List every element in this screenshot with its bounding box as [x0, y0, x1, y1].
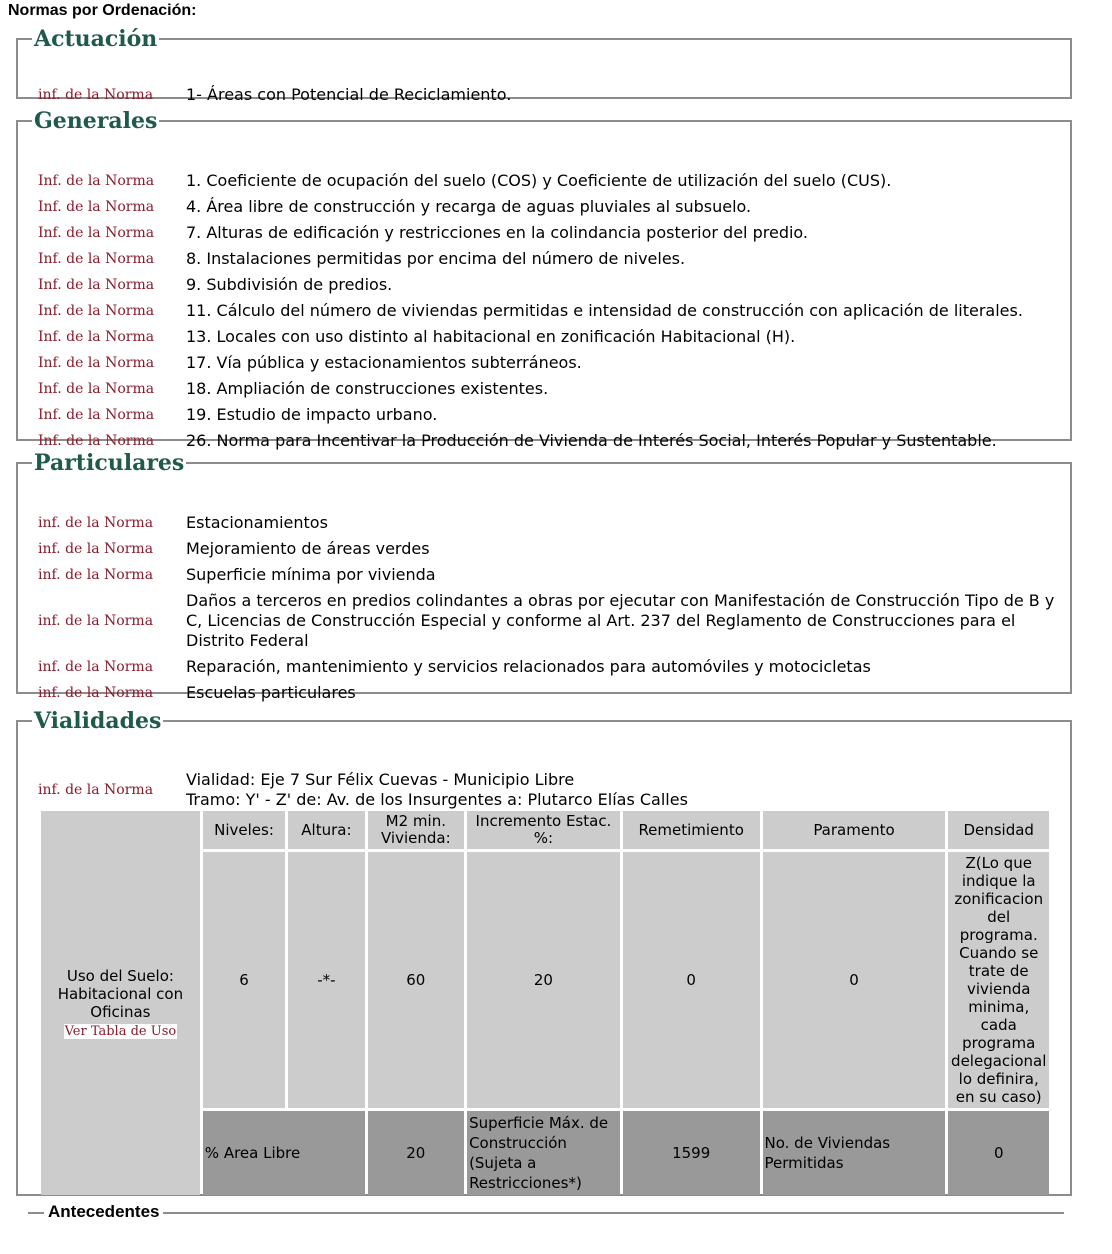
norma-row [38, 350, 1056, 376]
norma-text: Mejoramiento de áreas verdes [186, 539, 430, 558]
value-remetimiento: 0 [623, 852, 760, 1108]
norma-row [38, 220, 1056, 246]
page-heading: Normas por Ordenación: [8, 2, 197, 19]
vialidad-line: Vialidad: Eje 7 Sur Félix Cuevas - Municipio Libre [186, 770, 575, 789]
norma-text: Superficie mínima por vivienda [186, 565, 436, 584]
inf-norma-link[interactable]: Inf. de la Norma [38, 251, 155, 267]
inf-norma-link[interactable]: Inf. de la Norma [38, 433, 155, 449]
norma-text: Estacionamientos [186, 513, 328, 532]
viviendas-value: 0 [948, 1111, 1049, 1195]
inf-norma-link[interactable]: Inf. de la Norma [38, 173, 155, 189]
norma-text: 4. Área libre de construcción y recarga de aguas pluviales al subsuelo. [186, 197, 752, 216]
uso-suelo-label: Uso del Suelo: Habitacional con Oficinas [57, 967, 184, 1021]
particulares-legend: Particulares [34, 450, 185, 476]
inf-norma-link[interactable]: Inf. de la Norma [38, 381, 155, 397]
norma-text: 1. Coeficiente de ocupación del suelo (COS) y Coeficiente de utilización del suelo (CUS). [186, 171, 892, 190]
uso-suelo-cell [41, 811, 200, 1195]
inf-norma-link[interactable]: inf. de la Norma [38, 541, 154, 557]
norma-row [38, 324, 1056, 350]
inf-norma-link[interactable]: inf. de la Norma [38, 782, 154, 798]
inf-norma-link[interactable]: Inf. de la Norma [38, 225, 155, 241]
norma-row [38, 588, 1056, 654]
header-niveles: Niveles: [203, 811, 285, 849]
norma-text: 19. Estudio de impacto urbano. [186, 405, 438, 424]
area-libre-value: 20 [368, 1111, 464, 1195]
header-altura: Altura: [288, 811, 364, 849]
vialidad-row [38, 770, 1056, 810]
tramo-line: Tramo: Y' - Z' de: Av. de los Insurgentes a: Plutarco Elías Calles [186, 790, 688, 809]
header-paramento: Paramento [763, 811, 946, 849]
vialidad-text [186, 770, 1056, 810]
norma-row [38, 402, 1056, 428]
actuacion-fieldset [16, 26, 1072, 104]
antecedentes-fieldset [28, 1202, 1064, 1254]
norma-row [38, 680, 1056, 706]
ver-tabla-uso-link[interactable]: Ver Tabla de Uso [64, 1024, 177, 1039]
inf-norma-link[interactable]: inf. de la Norma [38, 659, 154, 675]
inf-norma-link[interactable]: inf. de la Norma [38, 87, 154, 103]
norma-text: 8. Instalaciones permitidas por encima del número de niveles. [186, 249, 686, 268]
inf-norma-link[interactable]: Inf. de la Norma [38, 199, 155, 215]
superficie-label: Superficie Máx. de Construcción (Sujeta a Restricciones*) [467, 1111, 620, 1195]
norma-text: 26. Norma para Incentivar la Producción de Vivienda de Interés Social, Interés Popular y Sustentable. [186, 431, 997, 450]
inf-norma-link[interactable]: inf. de la Norma [38, 613, 154, 629]
value-niveles: 6 [203, 852, 285, 1108]
generales-legend: Generales [34, 108, 158, 134]
norma-text: 9. Subdivisión de predios. [186, 275, 393, 294]
value-densidad: Z(Lo que indique la zonificacion del programa. Cuando se trate de vivienda minima, cada programa delegacional lo definira, en su caso) [948, 852, 1049, 1108]
vialidad-table [38, 808, 1052, 1198]
particulares-fieldset [16, 450, 1072, 702]
inf-norma-link[interactable]: Inf. de la Norma [38, 355, 155, 371]
norma-text: Daños a terceros en predios colindantes a obras por ejecutar con Manifestación de Construcción Tipo de B y C, Licencias de Construcción Especial y conforme al Art. 237 del Reglamento de Construcciones para el Distrito Federal [186, 591, 1055, 650]
norma-row [38, 562, 1056, 588]
header-incremento: Incremento Estac. %: [467, 811, 620, 849]
antecedentes-legend: Antecedentes [44, 1202, 163, 1222]
value-incremento: 20 [467, 852, 620, 1108]
norma-row [38, 85, 1056, 105]
norma-row [38, 654, 1056, 680]
norma-text: 18. Ampliación de construcciones existentes. [186, 379, 549, 398]
vialidades-legend: Vialidades [34, 708, 162, 734]
header-m2-min: M2 min. Vivienda: [368, 811, 464, 849]
norma-text: 11. Cálculo del número de viviendas permitidas e intensidad de construcción con aplicación de literales. [186, 301, 1023, 320]
norma-row [38, 168, 1056, 194]
vialidades-fieldset [16, 708, 1072, 1196]
norma-text: 7. Alturas de edificación y restricciones en la colindancia posterior del predio. [186, 223, 809, 242]
norma-text: Reparación, mantenimiento y servicios relacionados para automóviles y motocicletas [186, 657, 871, 676]
norma-text: Escuelas particulares [186, 683, 356, 702]
norma-row [38, 246, 1056, 272]
inf-norma-link[interactable]: inf. de la Norma [38, 685, 154, 701]
norma-row [38, 272, 1056, 298]
norma-row [38, 536, 1056, 562]
norma-text: 17. Vía pública y estacionamientos subterráneos. [186, 353, 582, 372]
norma-text: 1- Áreas con Potencial de Reciclamiento. [186, 85, 512, 104]
inf-norma-link[interactable]: inf. de la Norma [38, 515, 154, 531]
actuacion-legend: Actuación [34, 26, 158, 52]
norma-row [38, 194, 1056, 220]
superficie-value: 1599 [623, 1111, 760, 1195]
viviendas-label: No. de Viviendas Permitidas [763, 1111, 946, 1195]
area-libre-label: % Area Libre [203, 1111, 365, 1195]
value-paramento: 0 [763, 852, 946, 1108]
header-densidad: Densidad [948, 811, 1049, 849]
inf-norma-link[interactable]: Inf. de la Norma [38, 303, 155, 319]
norma-row [38, 298, 1056, 324]
inf-norma-link[interactable]: Inf. de la Norma [38, 277, 155, 293]
generales-fieldset [16, 108, 1072, 450]
norma-row [38, 376, 1056, 402]
norma-row [38, 510, 1056, 536]
header-remetimiento: Remetimiento [623, 811, 760, 849]
inf-norma-link[interactable]: Inf. de la Norma [38, 407, 155, 423]
inf-norma-link[interactable]: Inf. de la Norma [38, 329, 155, 345]
value-m2-min: 60 [368, 852, 464, 1108]
norma-text: 13. Locales con uso distinto al habitacional en zonificación Habitacional (H). [186, 327, 796, 346]
value-altura: -*- [288, 852, 364, 1108]
inf-norma-link[interactable]: inf. de la Norma [38, 567, 154, 583]
